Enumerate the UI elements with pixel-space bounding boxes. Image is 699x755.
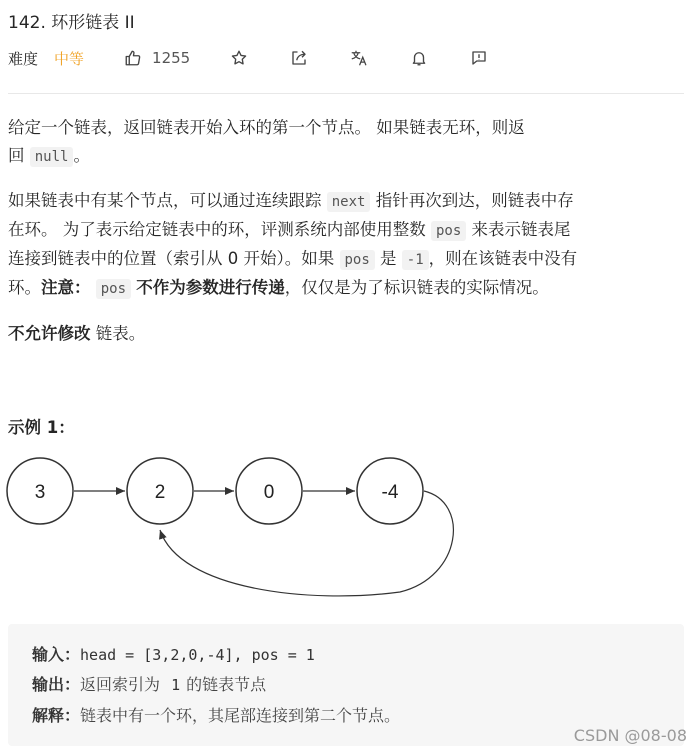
- star-icon[interactable]: [228, 47, 250, 69]
- difficulty-label: 难度: [8, 49, 39, 68]
- output-text: 的链表节点: [186, 675, 267, 694]
- difficulty-badge: 中等: [54, 49, 85, 68]
- problem-title: 142. 环形链表 II: [8, 13, 135, 33]
- bell-icon[interactable]: [408, 47, 430, 69]
- input-label: 输入：: [32, 645, 81, 664]
- example-explain-line: [32, 703, 400, 726]
- description-text: ，则在该链表中没有: [428, 249, 578, 268]
- inline-code: pos: [96, 279, 131, 299]
- feedback-icon[interactable]: [468, 47, 490, 69]
- inline-code: pos: [340, 250, 375, 270]
- inline-code: -1: [402, 250, 429, 270]
- constraint-emphasis: 不允许修改: [8, 324, 91, 343]
- linked-list-diagram: [0, 452, 699, 612]
- example-output-line: [32, 672, 266, 695]
- thumbs-up-icon[interactable]: [122, 47, 144, 69]
- example-title: 示例 1：: [8, 418, 75, 437]
- description-text: 回: [8, 146, 25, 165]
- explain-text: 链表中有一个环，其尾部连接到第二个节点。: [80, 706, 401, 725]
- inline-code: null: [30, 147, 74, 167]
- description-text: 如果链表中有某个节点，可以通过连续跟踪: [8, 191, 322, 210]
- problem-meta-bar: [8, 46, 490, 70]
- divider: [8, 93, 684, 94]
- description-text: ，仅仅是为了标识链表的实际情况。: [284, 278, 549, 297]
- description-text: 给定一个链表，返回链表开始入环的第一个节点。 如果链表无环，则返: [8, 118, 525, 137]
- share-icon[interactable]: [288, 47, 310, 69]
- output-label: 输出：: [32, 675, 81, 694]
- description-text: 来表示链表尾: [471, 220, 571, 239]
- description-text: 。: [73, 146, 90, 165]
- list-node-value: 2: [154, 482, 166, 503]
- description-text: 是: [380, 249, 397, 268]
- list-node-value: -4: [381, 482, 399, 503]
- output-text: 返回索引为: [80, 675, 161, 694]
- list-node-value: 0: [263, 482, 275, 503]
- example-input-line: [32, 642, 315, 665]
- input-value: head = [3,2,0,-4], pos = 1: [80, 646, 315, 664]
- description-text: 连接到链表中的位置（索引从 0 开始）。如果: [8, 249, 335, 268]
- description-paragraph-1: [8, 114, 688, 171]
- inline-code: next: [327, 192, 371, 212]
- note-emphasis: 不作为参数进行传递: [136, 278, 285, 297]
- description-text: 在环。 为了表示给定链表中的环，评测系统内部使用整数: [8, 220, 426, 239]
- like-count: 1255: [152, 49, 191, 67]
- inline-code: pos: [431, 221, 466, 241]
- output-code: 1: [171, 676, 181, 694]
- note-label: 注意：: [41, 278, 91, 297]
- description-text: 链表。: [95, 324, 146, 343]
- description-text: 环。: [8, 278, 41, 297]
- explain-label: 解释：: [32, 706, 81, 725]
- translate-icon[interactable]: [348, 47, 370, 69]
- description-text: 指针再次到达，则链表中存: [375, 191, 574, 210]
- list-node-value: 3: [34, 482, 46, 503]
- description-paragraph-2: [8, 187, 688, 303]
- watermark: CSDN @08-08: [573, 726, 687, 745]
- description-paragraph-3: [8, 320, 688, 348]
